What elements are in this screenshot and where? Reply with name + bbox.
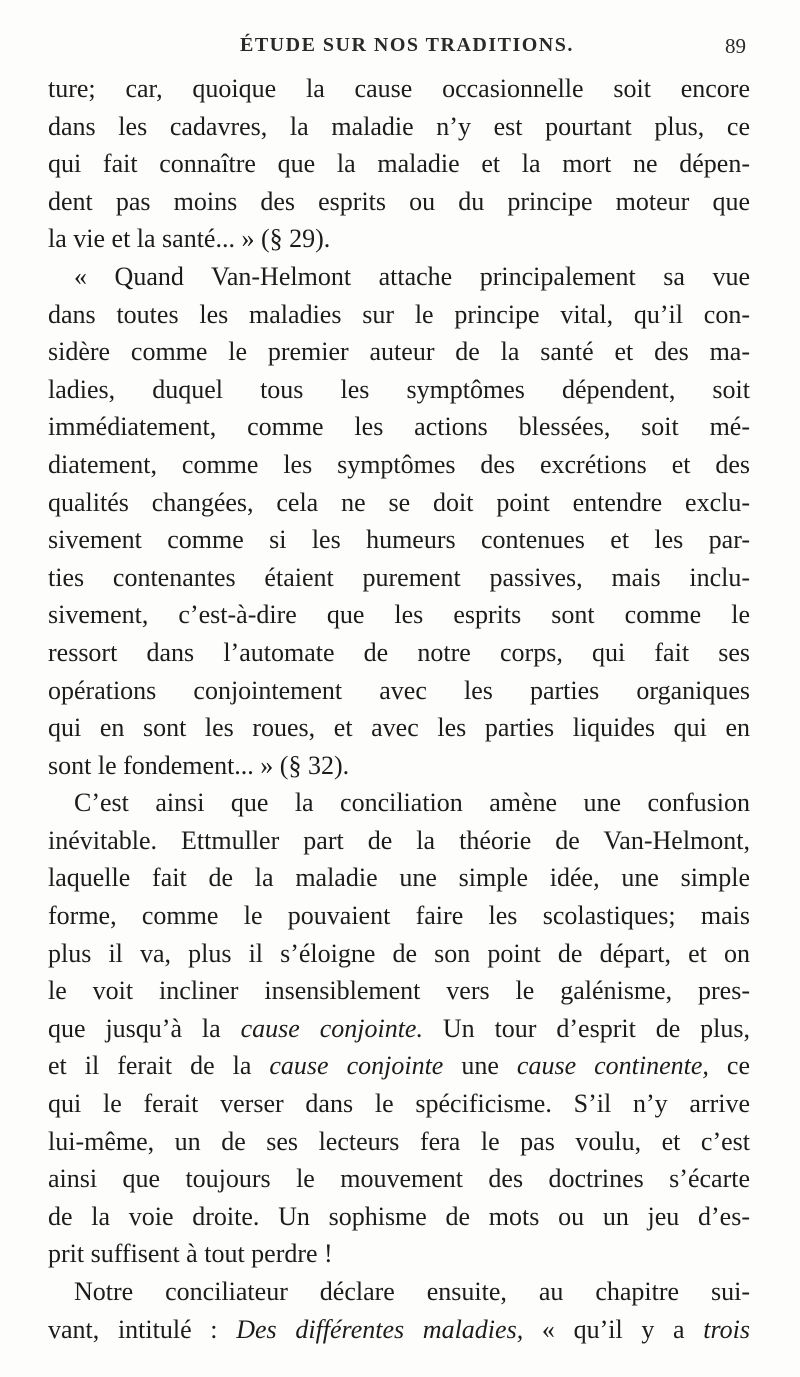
text-line: C’est ainsi que la conciliation amène une confusion <box>74 788 750 818</box>
text-line: immédiatement, comme les actions blessées, soit mé- <box>48 412 750 442</box>
text-line: ressort dans l’automate de notre corps, qui fait ses <box>48 637 750 667</box>
text-line: sont le fondement... » (§ 32). <box>48 750 350 780</box>
italic-term: trois <box>703 1314 750 1344</box>
text-line: ture; car, quoique la cause occasionnelle soit encore <box>48 74 750 103</box>
text-line: ladies, duquel tous les symptômes dépendent, soit <box>48 374 750 404</box>
page-number: 89 <box>725 34 746 58</box>
text-line: ties contenantes étaient purement passives, mais inclu- <box>48 562 750 592</box>
text-line: de la voie droite. Un sophisme de mots ou un jeu d’es- <box>48 1201 750 1231</box>
text-line: la vie et la santé... » (§ 29). <box>48 224 331 254</box>
italic-term: cause conjointe. <box>240 1013 423 1043</box>
running-title: ÉTUDE SUR NOS TRADITIONS. <box>240 34 574 56</box>
italic-term: cause conjointe <box>269 1051 444 1081</box>
text-line: sivement comme si les humeurs contenues et les par- <box>48 525 750 555</box>
text-line: qui fait connaître que la maladie et la mort ne dépen- <box>48 149 750 179</box>
running-head <box>0 34 800 64</box>
text-line: lui-même, un de ses lecteurs fera le pas voulu, et c’est <box>48 1126 750 1156</box>
text-line: prit suffisent à tout perdre ! <box>48 1239 333 1269</box>
text-line: « Quand Van-Helmont attache principalement sa vue <box>74 261 750 291</box>
text-line: sidère comme le premier auteur de la santé et des ma- <box>48 337 750 367</box>
text-line: diatement, comme les symptômes des excrétions et des <box>48 449 750 479</box>
text-line: ainsi que toujours le mouvement des doctrines s’écarte <box>48 1164 750 1194</box>
text-line: forme, comme le pouvaient faire les scolastiques; mais <box>48 901 750 931</box>
text-line: plus il va, plus il s’éloigne de son point de départ, et on <box>48 938 750 968</box>
text-line: dans toutes les maladies sur le principe vital, qu’il con- <box>48 299 750 329</box>
text-line: laquelle fait de la maladie une simple idée, une simple <box>48 863 750 893</box>
text-line: Notre conciliateur déclare ensuite, au chapitre sui- <box>74 1277 750 1306</box>
italic-term: cause continente, <box>516 1051 709 1081</box>
body-text <box>48 70 750 1348</box>
text-line: dent pas moins des esprits ou du principe moteur que <box>48 186 750 216</box>
text-line: et il ferait de la cause conjointe une cause continente, ce <box>48 1051 750 1081</box>
text-line: dans les cadavres, la maladie n’y est pourtant plus, ce <box>48 111 750 141</box>
text-line: qui le ferait verser dans le spécificisme. S’il n’y arrive <box>48 1089 750 1119</box>
text-line: qui en sont les roues, et avec les parties liquides qui en <box>48 713 750 743</box>
text-line: qualités changées, cela ne se doit point entendre exclu- <box>48 487 750 517</box>
text-line: opérations conjointement avec les parties organiques <box>48 675 750 705</box>
text-line: le voit incliner insensiblement vers le galénisme, pres- <box>48 976 750 1006</box>
text-line: sivement, c’est-à-dire que les esprits sont comme le <box>48 600 750 630</box>
text-line: vant, intitulé : Des différentes maladies, « qu’il y a trois <box>48 1314 750 1344</box>
text-line: que jusqu’à la cause conjointe. Un tour d’esprit de plus, <box>48 1013 750 1043</box>
italic-title: Des différentes maladies, <box>236 1314 524 1344</box>
text-line: inévitable. Ettmuller part de la théorie de Van-Helmont, <box>48 825 750 855</box>
